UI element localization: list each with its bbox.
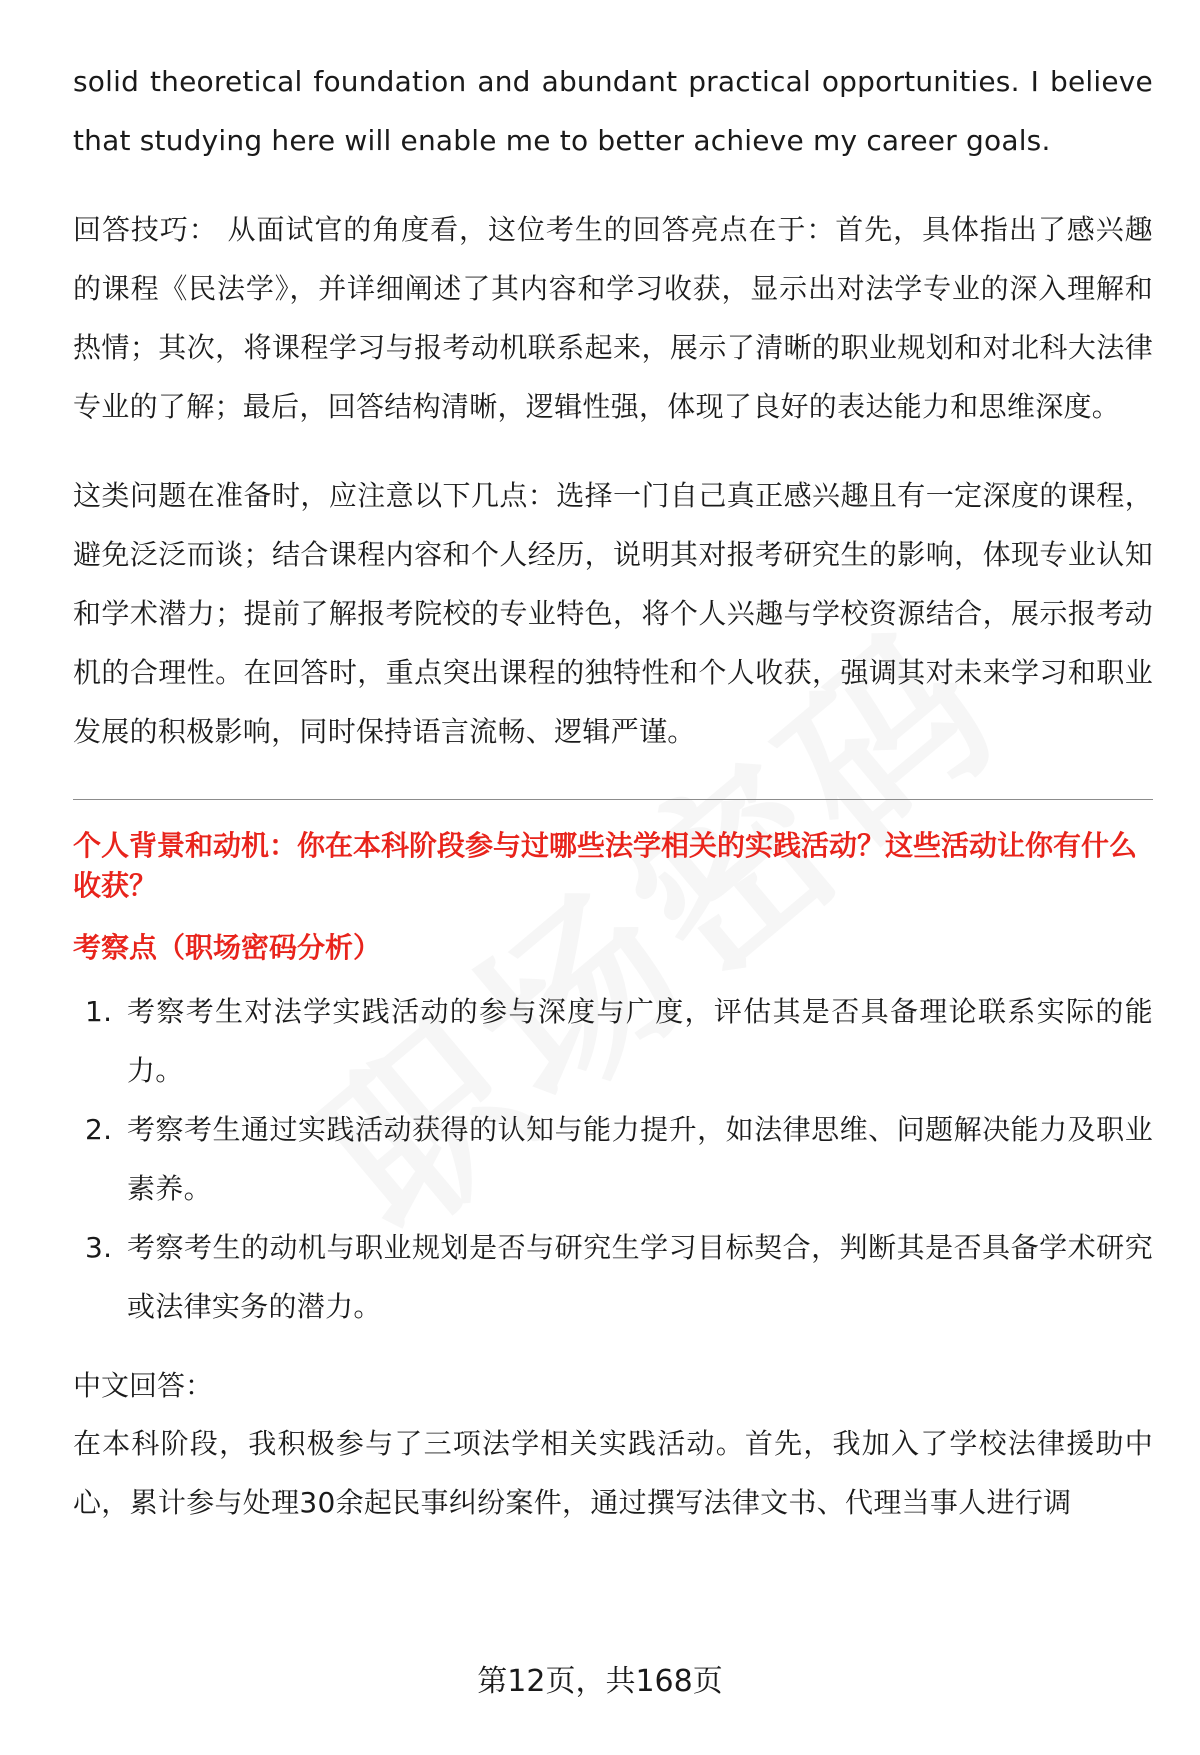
tips-label: 回答技巧： — [73, 213, 218, 246]
tips-paragraph — [73, 200, 1153, 436]
list-item-text: 考察考生对法学实践活动的参与深度与广度，评估其是否具备理论联系实际的能力。 — [127, 995, 1153, 1087]
document-page — [73, 52, 1153, 1532]
intro-english-paragraph: solid theoretical foundation and abundant practical opportunities. I believe that studying here will enable me to better achieve my career goals. — [73, 65, 1153, 157]
list-item — [73, 1218, 1153, 1336]
page-footer: 第12页，共168页 — [477, 1664, 723, 1699]
answer-paragraph: 在本科阶段，我积极参与了三项法学相关实践活动。首先，我加入了学校法律援助中心，累计参与处理30余起民事纠纷案件，通过撰写法律文书、代理当事人进行调 — [73, 1427, 1153, 1519]
points-list — [73, 982, 1153, 1336]
answer-label: 中文回答： — [73, 1369, 214, 1402]
list-item — [73, 1100, 1153, 1218]
points-heading: 考察点（职场密码分析） — [73, 931, 382, 964]
list-item — [73, 982, 1153, 1100]
section-divider — [73, 799, 1153, 800]
list-item-number: 1. — [85, 995, 113, 1028]
list-item-text: 考察考生的动机与职业规划是否与研究生学习目标契合，判断其是否具备学术研究或法律实务的潜力。 — [127, 1231, 1153, 1323]
tips-text: 从面试官的角度看，这位考生的回答亮点在于：首先，具体指出了感兴趣的课程《民法学》，并详细阐述了其内容和学习收获，显示出对法学专业的深入理解和热情；其次，将课程学习与报考动机联系起来，展示了清晰的职业规划和对北科大法律专业的了解；最后，回答结构清晰，逻辑性强，体现了良好的表达能力和思维深度。 — [73, 213, 1153, 423]
preparation-paragraph: 这类问题在准备时，应注意以下几点：选择一门自己真正感兴趣且有一定深度的课程，避免泛泛而谈；结合课程内容和个人经历，说明其对报考研究生的影响，体现专业认知和学术潜力；提前了解报考院校的专业特色，将个人兴趣与学校资源结合，展示报考动机的合理性。在回答时，重点突出课程的独特性和个人收获，强调其对未来学习和职业发展的积极影响，同时保持语言流畅、逻辑严谨。 — [73, 479, 1153, 748]
question-heading: 个人背景和动机：你在本科阶段参与过哪些法学相关的实践活动？这些活动让你有什么收获？ — [73, 829, 1138, 902]
list-item-number: 3. — [85, 1231, 113, 1264]
list-item-number: 2. — [85, 1113, 113, 1146]
list-item-text: 考察考生通过实践活动获得的认知与能力提升，如法律思维、问题解决能力及职业素养。 — [127, 1113, 1153, 1205]
